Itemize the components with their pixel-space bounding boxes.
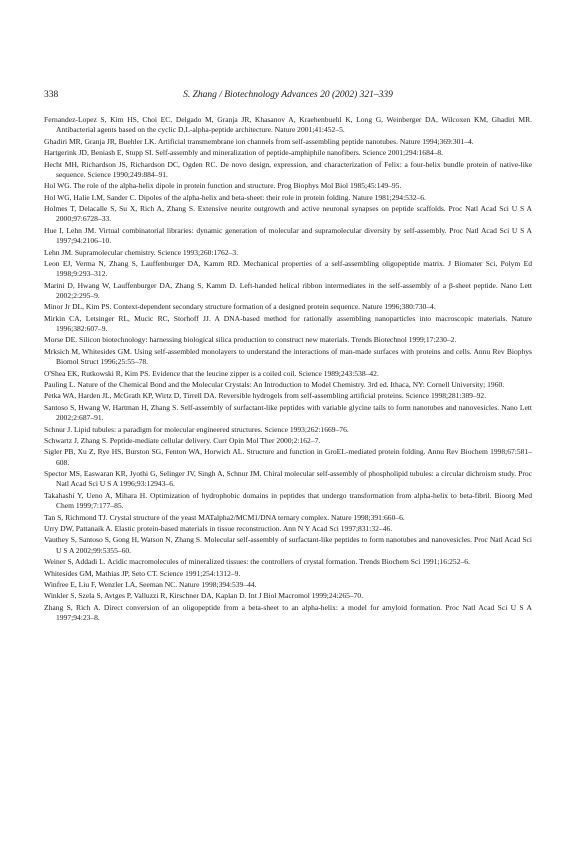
reference-item: Fernandez-Lopez S, Kim HS, Choi EC, Delgado M, Granja JR, Khasanov A, Kraehenbuehl K, Long G, Weinberger DA, Wilcoxen KM, Ghadiri MR. Antibacterial agents based on the cyclic D,L-alpha-peptide architecture. Nature 2001;41:452–5. (44, 115, 532, 135)
reference-item: Hol WG, Halie LM, Sander C. Dipoles of the alpha-helix and beta-sheet: their role in protein folding. Nature 1981;294:532–6. (44, 192, 426, 202)
reference-item: Vauthey S, Santoso S, Gong H, Watson N, Zhang S. Molecular self-assembly of surfactant-like peptides to form nanotubes and nanovesicles. Proc Natl Acad Sci U S A 2002;99:5355–60. (44, 535, 532, 555)
reference-item: Tan S, Richmond TJ. Crystal structure of the yeast MATalpha2/MCM1/DNA ternary complex. Nature 1998;391:660–6. (44, 512, 405, 522)
reference-item: Sigler PB, Xu Z, Rye HS, Burston SG, Fenton WA, Horwich AL. Structure and function in GroEL-mediated protein folding. Annu Rev Biochem 1998;67:581–608. (44, 447, 532, 467)
reference-item: Winkler S, Szela S, Avtges P, Valluzzi R, Kirschner DA, Kaplan D. Int J Biol Macromol 1999;24:265–70. (44, 591, 364, 601)
reference-item: Schnur J. Lipid tubules: a paradigm for molecular engineered structures. Science 1993;262:1669–76. (44, 424, 349, 434)
reference-item: Minor Jr DL, Kim PS. Context-dependent secondary structure formation of a designed protein sequence. Nature 1996;380:730–4. (44, 302, 436, 312)
reference-item: Schwartz J, Zhang S. Peptide-mediate cellular delivery. Curr Opin Mol Ther 2000;2:162–7. (44, 436, 321, 445)
reference-item: Lehn JM. Supramolecular chemistry. Science 1993;260:1762–3. (44, 247, 239, 257)
reference-item: Takahashi Y, Ueno A, Mihara H. Optimization of hydrophobic domains in peptides that undergo transformation from alpha-helix to beta-fibril. Bioorg Med Chem 1999;7:177–85. (44, 490, 532, 511)
reference-item: O'Shea EK, Rutkowski R, Kim PS. Evidence that the leucine zipper is a coiled coil. Science 1989;243:538–42. (44, 368, 379, 378)
reference-item: Mrksich M, Whitesides GM. Using self-assembled monolayers to understand the interactions of man-made surfaces with proteins and cells. Annu Rev Biophys Biomol Struct 1996;25:55–78. (44, 346, 532, 367)
reference-item: Ghadiri MR, Granja JR, Buehler LK. Artificial transmembrane ion channels from self-assembling peptide nanotubes. Nature 1994;369:301–4. (44, 136, 474, 146)
reference-item: Hue I, Lehn JM. Virtual combinatorial libraries: dynamic generation of molecular and supramolecular diversity by self-assembly. Proc Natl Acad Sci U S A 1997;94:2106–10. (44, 225, 532, 246)
running-head: S. Zhang / Biotechnology Advances 20 (2002) 321–339 (183, 90, 393, 100)
reference-item: Holmes T, Delacalle S, Su X, Rich A, Zhang S. Extensive neurite outgrowth and active neuronal synapses on peptide scaffolds. Proc Natl Acad Sci U S A 2000;97:6728–33. (44, 204, 532, 224)
reference-item: Santoso S, Hwang W, Hartman H, Zhang S. Self-assembly of surfactant-like peptides with variable glycine tails to form nanotubes and nanovesicles. Nano Lett 2002;2:687–91. (44, 402, 532, 423)
reference-item: Whitesides GM, Mathias JP, Seto CT. Science 1991;254:1312–9. (44, 568, 241, 578)
reference-item: Pauling L. Nature of the Chemical Bond and the Molecular Crystals: An Introduction to Model Chemistry. 3rd ed. Ithaca, NY: Cornell University; 1960. (44, 380, 505, 389)
reference-item: Urry DW, Pattanaik A. Elastic protein-based materials in tissue reconstruction. Ann N Y Acad Sci 1997;831:32–46. (44, 523, 393, 533)
reference-item: Hartgerink JD, Beniash E, Stupp SI. Self-assembly and mineralization of peptide-amphiphile nanofibers. Science 2001;294:1684–8. (44, 148, 444, 158)
reference-item: Marini D, Hwang W, Lauffenburger DA, Zhang S, Kamm D. Left-handed helical ribbon intermediates in the self-assembly of a β-sheet peptide. Nano Lett 2002;2:295–9. (44, 280, 532, 300)
reference-item: Weiner S, Addadi L. Acidic macromolecules of mineralized tissues: the controllers of crystal formation. Trends Biochem Sci 1991;16:252–6. (44, 557, 470, 567)
reference-item: Hecht MH, Richardson JS, Richardson DC, Ogden RC. De novo design, expression, and characterization of Felix: a four-helix bundle protein of native-like sequence. Science 1990;249:884–91. (44, 159, 532, 179)
reference-item: Morse DE. Silicon biotechnology: harnessing biological silica production to construct new materials. Trends Biotechnol 1999;17:230–2. (44, 335, 457, 345)
page-number: 338 (44, 90, 59, 100)
reference-item: Mirkin CA, Letsinger RL, Mucic RC, Storhoff JJ. A DNA-based method for rationally assembling nanoparticles into macroscopic materials. Nature 1996;382:607–9. (44, 313, 532, 333)
reference-item: Spector MS, Easwaran KR, Jyothi G, Selinger JV, Singh A, Schnur JM. Chiral molecular self-assembly of phospholipid tubules: a circular dichroism study. Proc Natl Acad Sci U S A 1996;93:12943–6. (44, 469, 532, 489)
reference-item: Zhang S, Rich A. Direct conversion of an oligopeptide from a beta-sheet to an alpha-helix: a model for amyloid formation. Proc Natl Acad Sci U S A 1997;94:23–8. (44, 602, 532, 623)
reference-list (44, 115, 532, 625)
reference-item: Leon EJ, Verma N, Zhang S, Lauffenburger DA, Kamm RD. Mechanical properties of a self-assembling oligopeptide matrix. J Biomater Sci, Polym Ed 1998;9:293–312. (44, 258, 532, 279)
reference-item: Winfree E, Liu F, Wenzler LA, Seeman NC. Nature 1998;394:539–44. (44, 579, 257, 589)
reference-item: Petka WA, Harden JL, McGrath KP, Wirtz D, Tirrell DA. Reversible hydrogels from self-assembling artificial proteins. Science 1998;281:389–92. (44, 391, 487, 401)
reference-item: Hol WG. The role of the alpha-helix dipole in protein function and structure. Prog Biophys Mol Biol 1985;45:149–95. (44, 181, 402, 191)
